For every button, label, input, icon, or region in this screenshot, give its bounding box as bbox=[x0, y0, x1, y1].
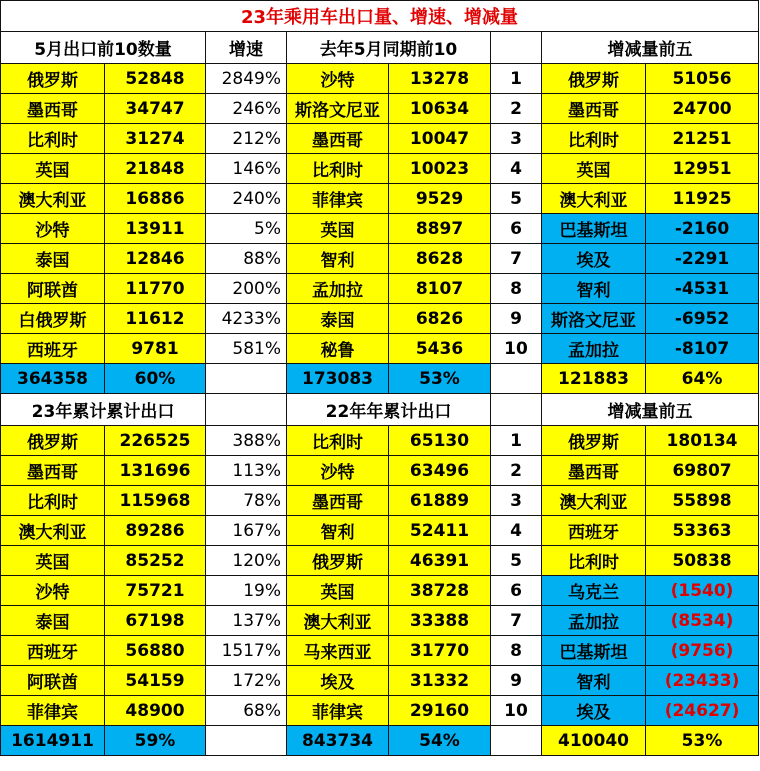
table-row bbox=[1, 606, 759, 636]
prev-value-cell: 10047 bbox=[389, 124, 491, 154]
export-value-cell: 48900 bbox=[105, 696, 206, 726]
country-cell: 西班牙 bbox=[1, 636, 105, 666]
change-value-cell: 12951 bbox=[646, 154, 759, 184]
table-row bbox=[1, 576, 759, 606]
empty-cell bbox=[491, 726, 542, 756]
export-value-cell: 16886 bbox=[105, 184, 206, 214]
empty-cell bbox=[206, 726, 287, 756]
change-country-cell: 澳大利亚 bbox=[542, 184, 646, 214]
prev-country-cell: 埃及 bbox=[287, 666, 389, 696]
rank-cell: 2 bbox=[491, 456, 542, 486]
change-country-cell: 斯洛文尼亚 bbox=[542, 304, 646, 334]
prev-value-cell: 63496 bbox=[389, 456, 491, 486]
change-country-cell: 墨西哥 bbox=[542, 456, 646, 486]
change-value-cell: (1540) bbox=[646, 576, 759, 606]
export-value-cell: 131696 bbox=[105, 456, 206, 486]
growth-cell: 5% bbox=[206, 214, 287, 244]
table-title: 23年乘用车出口量、增速、增减量 bbox=[1, 1, 759, 32]
change-country-cell: 墨西哥 bbox=[542, 94, 646, 124]
country-cell: 西班牙 bbox=[1, 334, 105, 364]
table-row bbox=[1, 666, 759, 696]
change-country-cell: 比利时 bbox=[542, 124, 646, 154]
country-cell: 阿联酋 bbox=[1, 666, 105, 696]
prev-country-cell: 菲律宾 bbox=[287, 184, 389, 214]
section2-header-row bbox=[1, 394, 759, 426]
prev-value-cell: 31770 bbox=[389, 636, 491, 666]
change-value-cell: 21251 bbox=[646, 124, 759, 154]
prev-value-cell: 8107 bbox=[389, 274, 491, 304]
prev-value-cell: 9529 bbox=[389, 184, 491, 214]
country-cell: 菲律宾 bbox=[1, 696, 105, 726]
change-country-cell: 孟加拉 bbox=[542, 606, 646, 636]
total-change-value-cell: 410040 bbox=[542, 726, 646, 756]
change-country-cell: 埃及 bbox=[542, 244, 646, 274]
table-row bbox=[1, 184, 759, 214]
growth-cell: 68% bbox=[206, 696, 287, 726]
empty-cell bbox=[491, 364, 542, 394]
growth-cell: 240% bbox=[206, 184, 287, 214]
country-cell: 俄罗斯 bbox=[1, 64, 105, 94]
prev-country-cell: 墨西哥 bbox=[287, 124, 389, 154]
header-previous-top10: 22年年累计出口 bbox=[287, 394, 491, 426]
header-rank bbox=[491, 394, 542, 426]
growth-cell: 581% bbox=[206, 334, 287, 364]
prev-country-cell: 沙特 bbox=[287, 456, 389, 486]
prev-value-cell: 52411 bbox=[389, 516, 491, 546]
change-country-cell: 英国 bbox=[542, 154, 646, 184]
country-cell: 比利时 bbox=[1, 124, 105, 154]
export-value-cell: 34747 bbox=[105, 94, 206, 124]
table-row bbox=[1, 214, 759, 244]
change-value-cell: 53363 bbox=[646, 516, 759, 546]
country-cell: 阿联酋 bbox=[1, 274, 105, 304]
prev-value-cell: 46391 bbox=[389, 546, 491, 576]
prev-value-cell: 31332 bbox=[389, 666, 491, 696]
growth-cell: 167% bbox=[206, 516, 287, 546]
table-row bbox=[1, 486, 759, 516]
change-value-cell: 69807 bbox=[646, 456, 759, 486]
country-cell: 澳大利亚 bbox=[1, 516, 105, 546]
rank-cell: 7 bbox=[491, 244, 542, 274]
growth-cell: 172% bbox=[206, 666, 287, 696]
export-value-cell: 85252 bbox=[105, 546, 206, 576]
rank-cell: 9 bbox=[491, 666, 542, 696]
prev-country-cell: 孟加拉 bbox=[287, 274, 389, 304]
rank-cell: 4 bbox=[491, 154, 542, 184]
total-value-cell: 364358 bbox=[1, 364, 105, 394]
header-growth bbox=[206, 394, 287, 426]
country-cell: 英国 bbox=[1, 154, 105, 184]
country-cell: 澳大利亚 bbox=[1, 184, 105, 214]
prev-country-cell: 澳大利亚 bbox=[287, 606, 389, 636]
change-value-cell: -2160 bbox=[646, 214, 759, 244]
growth-cell: 212% bbox=[206, 124, 287, 154]
rank-cell: 1 bbox=[491, 426, 542, 456]
country-cell: 比利时 bbox=[1, 486, 105, 516]
header-rank bbox=[491, 32, 542, 64]
country-cell: 沙特 bbox=[1, 576, 105, 606]
change-value-cell: (23433) bbox=[646, 666, 759, 696]
country-cell: 白俄罗斯 bbox=[1, 304, 105, 334]
change-country-cell: 智利 bbox=[542, 274, 646, 304]
rank-cell: 10 bbox=[491, 334, 542, 364]
prev-value-cell: 6826 bbox=[389, 304, 491, 334]
change-value-cell: -8107 bbox=[646, 334, 759, 364]
rank-cell: 2 bbox=[491, 94, 542, 124]
country-cell: 墨西哥 bbox=[1, 94, 105, 124]
header-change-top5: 增减量前五 bbox=[542, 32, 759, 64]
country-cell: 泰国 bbox=[1, 606, 105, 636]
change-value-cell: 51056 bbox=[646, 64, 759, 94]
section1-total-row bbox=[1, 364, 759, 394]
change-value-cell: 24700 bbox=[646, 94, 759, 124]
growth-cell: 2849% bbox=[206, 64, 287, 94]
table-row bbox=[1, 516, 759, 546]
table-row bbox=[1, 64, 759, 94]
total-prev-growth-cell: 54% bbox=[389, 726, 491, 756]
prev-country-cell: 斯洛文尼亚 bbox=[287, 94, 389, 124]
country-cell: 俄罗斯 bbox=[1, 426, 105, 456]
prev-value-cell: 8628 bbox=[389, 244, 491, 274]
table-row bbox=[1, 426, 759, 456]
export-value-cell: 67198 bbox=[105, 606, 206, 636]
change-country-cell: 智利 bbox=[542, 666, 646, 696]
rank-cell: 10 bbox=[491, 696, 542, 726]
table-row bbox=[1, 546, 759, 576]
table-row bbox=[1, 124, 759, 154]
country-cell: 沙特 bbox=[1, 214, 105, 244]
prev-value-cell: 5436 bbox=[389, 334, 491, 364]
prev-value-cell: 29160 bbox=[389, 696, 491, 726]
growth-cell: 78% bbox=[206, 486, 287, 516]
change-country-cell: 俄罗斯 bbox=[542, 64, 646, 94]
header-change-top5: 增减量前五 bbox=[542, 394, 759, 426]
table-row bbox=[1, 154, 759, 184]
export-value-cell: 56880 bbox=[105, 636, 206, 666]
growth-cell: 146% bbox=[206, 154, 287, 184]
prev-country-cell: 秘鲁 bbox=[287, 334, 389, 364]
prev-value-cell: 10634 bbox=[389, 94, 491, 124]
change-country-cell: 孟加拉 bbox=[542, 334, 646, 364]
export-value-cell: 89286 bbox=[105, 516, 206, 546]
rank-cell: 5 bbox=[491, 546, 542, 576]
export-value-cell: 11770 bbox=[105, 274, 206, 304]
change-country-cell: 俄罗斯 bbox=[542, 426, 646, 456]
country-cell: 泰国 bbox=[1, 244, 105, 274]
prev-country-cell: 比利时 bbox=[287, 426, 389, 456]
total-change-value-cell: 121883 bbox=[542, 364, 646, 394]
total-change-growth-cell: 64% bbox=[646, 364, 759, 394]
rank-cell: 8 bbox=[491, 274, 542, 304]
change-value-cell: (9756) bbox=[646, 636, 759, 666]
prev-value-cell: 65130 bbox=[389, 426, 491, 456]
prev-country-cell: 泰国 bbox=[287, 304, 389, 334]
rank-cell: 8 bbox=[491, 636, 542, 666]
growth-cell: 120% bbox=[206, 546, 287, 576]
prev-country-cell: 英国 bbox=[287, 576, 389, 606]
prev-value-cell: 10023 bbox=[389, 154, 491, 184]
change-country-cell: 比利时 bbox=[542, 546, 646, 576]
prev-country-cell: 俄罗斯 bbox=[287, 546, 389, 576]
change-value-cell: (8534) bbox=[646, 606, 759, 636]
growth-cell: 4233% bbox=[206, 304, 287, 334]
change-country-cell: 埃及 bbox=[542, 696, 646, 726]
total-growth-cell: 60% bbox=[105, 364, 206, 394]
rank-cell: 3 bbox=[491, 124, 542, 154]
prev-country-cell: 菲律宾 bbox=[287, 696, 389, 726]
prev-country-cell: 英国 bbox=[287, 214, 389, 244]
rank-cell: 6 bbox=[491, 576, 542, 606]
change-country-cell: 澳大利亚 bbox=[542, 486, 646, 516]
header-growth: 增速 bbox=[206, 32, 287, 64]
table-row bbox=[1, 244, 759, 274]
change-value-cell: 55898 bbox=[646, 486, 759, 516]
header-previous-top10: 去年5月同期前10 bbox=[287, 32, 491, 64]
growth-cell: 19% bbox=[206, 576, 287, 606]
prev-value-cell: 8897 bbox=[389, 214, 491, 244]
export-value-cell: 12846 bbox=[105, 244, 206, 274]
growth-cell: 137% bbox=[206, 606, 287, 636]
table-row bbox=[1, 274, 759, 304]
table-row bbox=[1, 636, 759, 666]
table-row bbox=[1, 94, 759, 124]
section2-total-row bbox=[1, 726, 759, 756]
country-cell: 墨西哥 bbox=[1, 456, 105, 486]
table-row bbox=[1, 334, 759, 364]
rank-cell: 7 bbox=[491, 606, 542, 636]
export-value-cell: 31274 bbox=[105, 124, 206, 154]
export-value-cell: 226525 bbox=[105, 426, 206, 456]
table-row bbox=[1, 456, 759, 486]
rank-cell: 5 bbox=[491, 184, 542, 214]
prev-country-cell: 智利 bbox=[287, 244, 389, 274]
change-value-cell: -2291 bbox=[646, 244, 759, 274]
header-current-top10: 23年累计累计出口 bbox=[1, 394, 206, 426]
total-value-cell: 1614911 bbox=[1, 726, 105, 756]
export-value-cell: 75721 bbox=[105, 576, 206, 606]
growth-cell: 113% bbox=[206, 456, 287, 486]
export-value-cell: 9781 bbox=[105, 334, 206, 364]
prev-country-cell: 墨西哥 bbox=[287, 486, 389, 516]
total-growth-cell: 59% bbox=[105, 726, 206, 756]
change-country-cell: 巴基斯坦 bbox=[542, 214, 646, 244]
prev-country-cell: 比利时 bbox=[287, 154, 389, 184]
change-value-cell: 180134 bbox=[646, 426, 759, 456]
growth-cell: 246% bbox=[206, 94, 287, 124]
title-row bbox=[1, 1, 759, 32]
total-prev-growth-cell: 53% bbox=[389, 364, 491, 394]
export-value-cell: 54159 bbox=[105, 666, 206, 696]
prev-value-cell: 38728 bbox=[389, 576, 491, 606]
prev-value-cell: 61889 bbox=[389, 486, 491, 516]
prev-country-cell: 智利 bbox=[287, 516, 389, 546]
rank-cell: 9 bbox=[491, 304, 542, 334]
rank-cell: 1 bbox=[491, 64, 542, 94]
section1-header-row bbox=[1, 32, 759, 64]
export-value-cell: 21848 bbox=[105, 154, 206, 184]
change-country-cell: 西班牙 bbox=[542, 516, 646, 546]
change-value-cell: -6952 bbox=[646, 304, 759, 334]
change-value-cell: 11925 bbox=[646, 184, 759, 214]
growth-cell: 1517% bbox=[206, 636, 287, 666]
rank-cell: 6 bbox=[491, 214, 542, 244]
rank-cell: 4 bbox=[491, 516, 542, 546]
growth-cell: 200% bbox=[206, 274, 287, 304]
empty-cell bbox=[206, 364, 287, 394]
total-change-growth-cell: 53% bbox=[646, 726, 759, 756]
table-row bbox=[1, 696, 759, 726]
country-cell: 英国 bbox=[1, 546, 105, 576]
prev-country-cell: 马来西亚 bbox=[287, 636, 389, 666]
export-value-cell: 13911 bbox=[105, 214, 206, 244]
prev-value-cell: 33388 bbox=[389, 606, 491, 636]
table-row bbox=[1, 304, 759, 334]
export-value-cell: 52848 bbox=[105, 64, 206, 94]
change-country-cell: 巴基斯坦 bbox=[542, 636, 646, 666]
growth-cell: 388% bbox=[206, 426, 287, 456]
export-value-cell: 11612 bbox=[105, 304, 206, 334]
change-value-cell: (24627) bbox=[646, 696, 759, 726]
growth-cell: 88% bbox=[206, 244, 287, 274]
prev-value-cell: 13278 bbox=[389, 64, 491, 94]
header-current-top10: 5月出口前10数量 bbox=[1, 32, 206, 64]
rank-cell: 3 bbox=[491, 486, 542, 516]
prev-country-cell: 沙特 bbox=[287, 64, 389, 94]
export-value-cell: 115968 bbox=[105, 486, 206, 516]
total-prev-value-cell: 173083 bbox=[287, 364, 389, 394]
change-country-cell: 乌克兰 bbox=[542, 576, 646, 606]
change-value-cell: 50838 bbox=[646, 546, 759, 576]
change-value-cell: -4531 bbox=[646, 274, 759, 304]
total-prev-value-cell: 843734 bbox=[287, 726, 389, 756]
